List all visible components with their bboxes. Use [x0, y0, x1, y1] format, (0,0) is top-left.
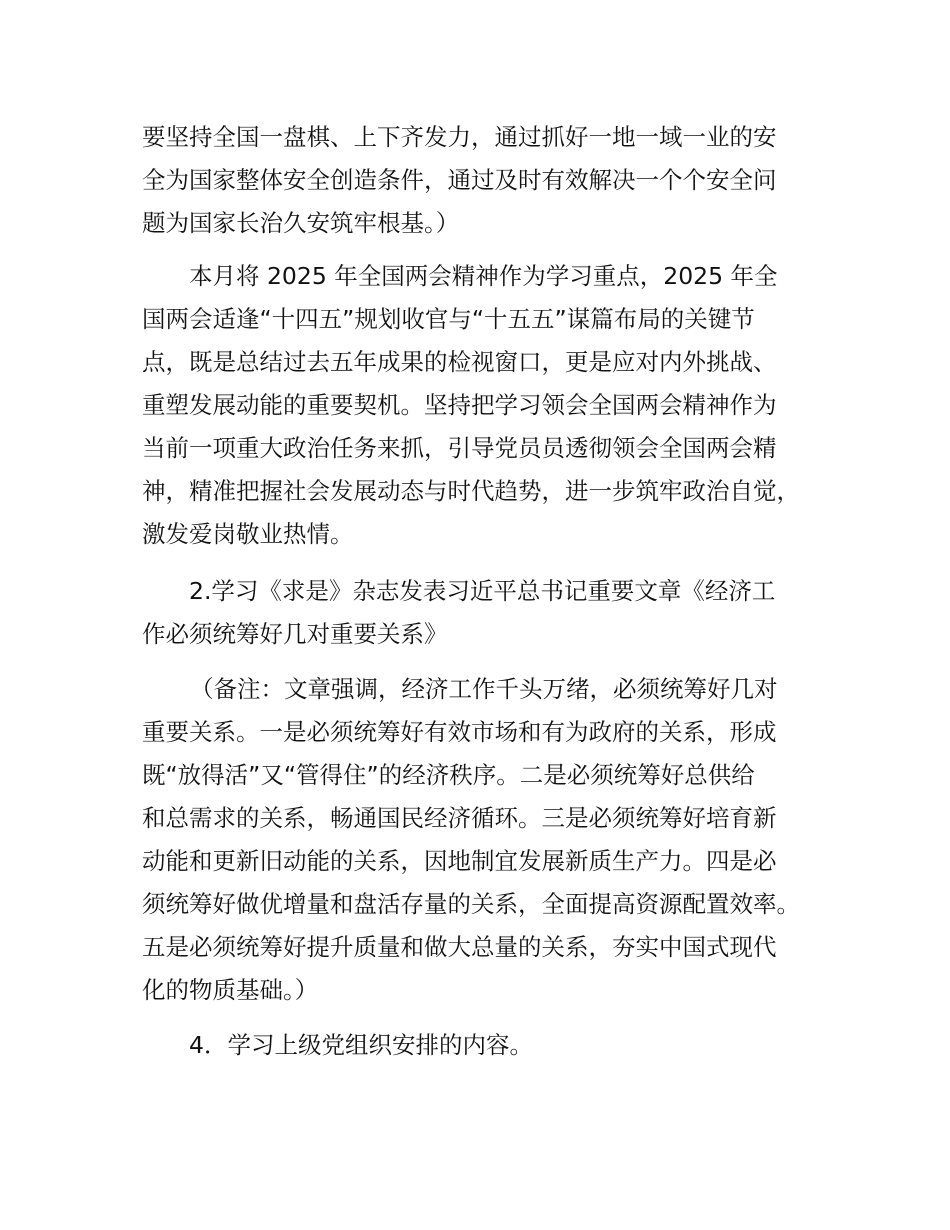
text-line: 动能和更新旧动能的关系，因地制宜发展新质生产力。四是必	[142, 847, 777, 875]
paragraph-5	[142, 1024, 842, 1067]
paragraph-4	[142, 668, 842, 1012]
text-line: 化的物质基础。）	[142, 976, 319, 1004]
text-line: 全为国家整体安全创造条件，通过及时有效解决一个个安全问	[142, 166, 777, 194]
text-line: 题为国家长治久安筑牢根基。）	[142, 209, 460, 237]
paragraph-3	[142, 570, 842, 656]
text-line: 五是必须统筹好提升质量和做大总量的关系，夯实中国式现代	[142, 933, 777, 961]
text-line: 和总需求的关系，畅通国民经济循环。三是必须统筹好培育新	[142, 804, 777, 832]
text-line: 本月将 2025 年全国两会精神作为学习重点，2025 年全	[189, 262, 778, 290]
paragraph-2	[142, 255, 842, 556]
text-line: 既“放得活”又“管得住”的经济秩序。二是必须统筹好总供给	[142, 761, 755, 789]
text-line: 作必须统筹好几对重要关系》	[142, 620, 448, 648]
text-line: 国两会适逢“十四五”规划收官与“十五五”谋篇布局的关键节	[142, 305, 755, 333]
paragraph-1	[142, 116, 842, 245]
text-line: 2.学习《求是》杂志发表习近平总书记重要文章《经济工	[189, 577, 776, 605]
text-line: 当前一项重大政治任务来抓，引导党员员透彻领会全国两会精	[142, 434, 777, 462]
text-line: 要坚持全国一盘棋、上下齐发力，通过抓好一地一域一业的安	[142, 123, 777, 151]
text-line: 重塑发展动能的重要契机。坚持把学习领会全国两会精神作为	[142, 391, 777, 419]
text-line: 4．学习上级党组织安排的内容。	[189, 1031, 533, 1059]
text-line: 重要关系。一是必须统筹好有效市场和有为政府的关系，形成	[142, 718, 777, 746]
text-line: 神，精准把握社会发展动态与时代趋势，进一步筑牢政治自觉，	[142, 477, 800, 505]
text-line: 点，既是总结过去五年成果的检视窗口，更是应对内外挑战、	[142, 348, 777, 376]
text-line: （备注：文章强调，经济工作千头万绪，必须统筹好几对	[190, 675, 778, 703]
text-line: 激发爱岗敬业热情。	[142, 520, 354, 548]
text-line: 须统筹好做优增量和盘活存量的关系，全面提高资源配置效率。	[142, 890, 800, 918]
